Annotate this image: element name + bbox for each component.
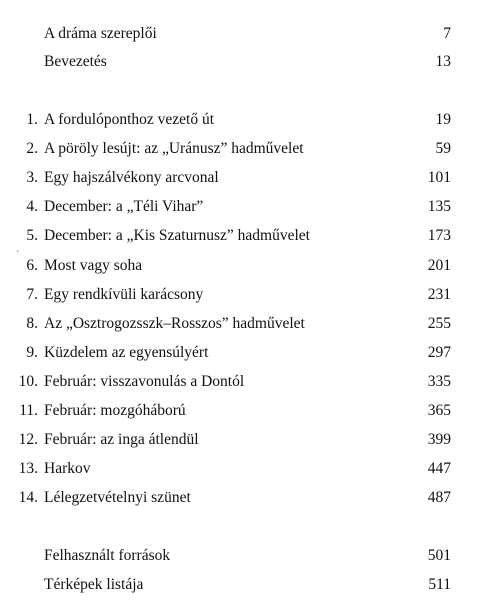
toc-entry-page: 365	[427, 402, 451, 419]
toc-entry-page: 297	[427, 344, 451, 361]
toc-entry-chapter-9[interactable]	[0, 341, 479, 365]
toc-entry-page: 255	[427, 315, 451, 332]
toc-entry-chapter-7[interactable]	[0, 283, 479, 307]
toc-entry-number: 12.	[18, 431, 38, 448]
toc-entry-number: 11.	[19, 402, 38, 419]
toc-entry-back-1[interactable]	[0, 544, 479, 568]
toc-entry-title: A pöröly lesújt: az „Uránusz” hadművelet	[44, 140, 304, 157]
toc-entry-title: December: a „Kis Szaturnusz” hadművelet	[44, 227, 310, 244]
toc-entry-title: A dráma szereplői	[44, 25, 157, 42]
toc-entry-title: Harkov	[44, 460, 91, 477]
toc-entry-front-2[interactable]	[0, 50, 479, 74]
toc-entry-number: 14.	[18, 489, 38, 506]
toc-entry-page: 19	[435, 111, 451, 128]
toc-entry-number: 13.	[18, 460, 38, 477]
toc-entry-title: Bevezetés	[44, 53, 107, 70]
toc-entry-chapter-1[interactable]	[0, 108, 479, 132]
toc-entry-page: 13	[435, 53, 451, 70]
toc-entry-page: 335	[427, 373, 451, 390]
toc-entry-number: 9.	[26, 344, 38, 361]
toc-entry-back-2[interactable]	[0, 573, 479, 597]
toc-entry-title: Most vagy soha	[44, 257, 143, 274]
toc-entry-page: 511	[428, 576, 451, 593]
toc-entry-page: 101	[427, 169, 451, 186]
toc-entry-title: Küzdelem az egyensúlyért	[44, 344, 209, 361]
toc-entry-chapter-4[interactable]	[0, 195, 479, 219]
toc-entry-page: 399	[427, 431, 451, 448]
toc-entry-page: 231	[427, 286, 451, 303]
toc-entry-chapter-12[interactable]	[0, 428, 479, 452]
toc-entry-page: 201	[427, 257, 451, 274]
toc-entry-chapter-8[interactable]	[0, 312, 479, 336]
toc-entry-title: Térképek listája	[44, 576, 144, 593]
toc-entry-page: 173	[427, 227, 451, 244]
toc-entry-number: 4.	[26, 198, 38, 215]
toc-entry-title: Felhasznált források	[44, 547, 171, 564]
toc-entry-chapter-10[interactable]	[0, 370, 479, 394]
toc-entry-number: 2.	[26, 140, 38, 157]
toc-entry-chapter-2[interactable]	[0, 137, 479, 161]
stray-mark: `	[16, 250, 20, 261]
toc-entry-chapter-14[interactable]	[0, 486, 479, 510]
toc-entry-title: Február: visszavonulás a Dontól	[44, 373, 245, 390]
toc-entry-chapter-13[interactable]	[0, 457, 479, 481]
toc-entry-title: Lélegzetvételnyi szünet	[44, 489, 191, 506]
toc-entry-page: 447	[427, 460, 451, 477]
toc-entry-title: Az „Osztrogozsszk–Rosszos” hadművelet	[44, 315, 305, 332]
toc-entry-title: Egy rendkívüli karácsony	[44, 286, 204, 303]
toc-entry-number: 5.	[26, 227, 38, 244]
toc-entry-title: Egy hajszálvékony arcvonal	[44, 169, 219, 186]
toc-entry-number: 8.	[26, 315, 38, 332]
toc-entry-title: Február: mozgóháború	[44, 402, 186, 419]
toc-entry-page: 135	[427, 198, 451, 215]
toc-entry-chapter-6[interactable]	[0, 254, 479, 278]
toc-entry-title: December: a „Téli Vihar”	[44, 198, 204, 215]
toc-entry-page: 59	[435, 140, 451, 157]
toc-entry-page: 487	[427, 489, 451, 506]
toc-entry-number: 6.	[26, 257, 38, 274]
toc-entry-number: 3.	[26, 169, 38, 186]
toc-entry-front-1[interactable]	[0, 22, 479, 46]
toc-entry-chapter-11[interactable]	[0, 399, 479, 423]
toc-entry-number: 1.	[26, 111, 38, 128]
toc-entry-number: 10.	[18, 373, 38, 390]
toc-entry-chapter-5[interactable]	[0, 224, 479, 248]
toc-entry-page: 501	[427, 547, 451, 564]
toc-entry-title: Február: az inga átlendül	[44, 431, 199, 448]
toc-entry-title: A fordulóponthoz vezető út	[44, 111, 215, 128]
toc-entry-chapter-3[interactable]	[0, 166, 479, 190]
toc-entry-page: 7	[443, 25, 451, 42]
toc-entry-number: 7.	[26, 286, 38, 303]
